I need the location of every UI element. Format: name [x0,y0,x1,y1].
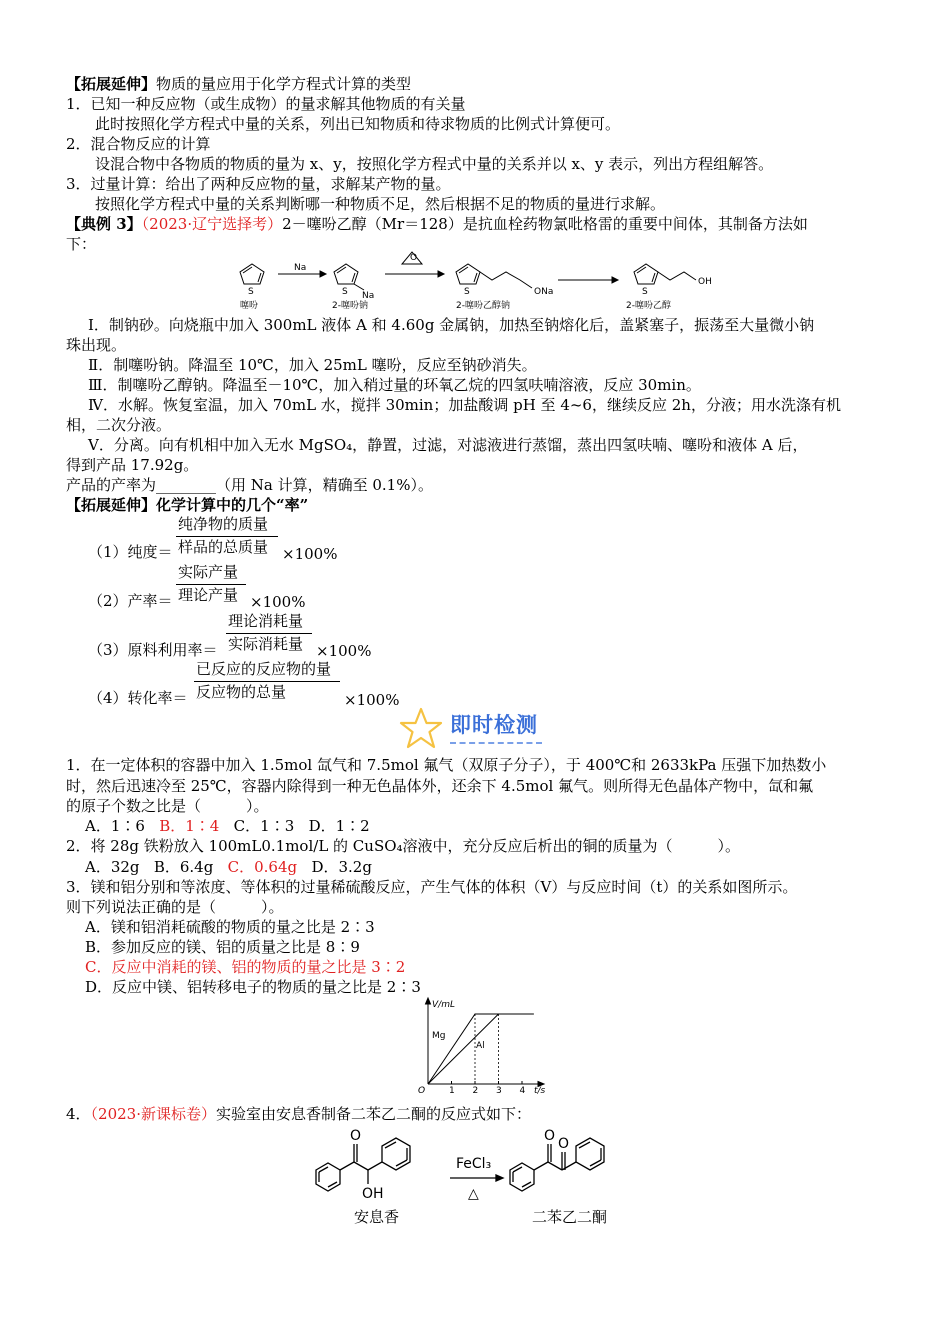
star-shape [401,709,441,747]
rate-3-tail: ×100% [316,642,372,660]
scheme-s-2: S [342,287,348,297]
q2-line: 2．将 28g 铁粉放入 100mL0.1mol/L 的 CuSO₄溶液中，充分反应后析出的铜的质量为（ ）。 [66,837,741,855]
rate-2-numerator: 实际产量 [178,563,239,581]
ext1-item-2: 2．混合物反应的计算 [66,135,211,153]
q3-option-a[interactable]: A．镁和铝消耗硫酸的物质的量之比是 2∶3 [85,918,375,936]
rate-1-denominator: 样品的总质量 [178,538,269,556]
example3-step-3: Ⅲ．制噻吩乙醇钠。降温至－10℃，加入稍过量的环氧乙烷的四氢呋喃溶液，反应 30min。 [88,376,701,394]
x-tick-label-1: 1 [449,1086,455,1094]
ext1-item-1-desc: 此时按照化学方程式中量的关系，列出已知物质和待求物质的比例式计算便可。 [95,115,621,133]
scheme-ona: ONa [534,287,554,297]
rate-1-numerator: 纯净物的质量 [178,515,269,533]
q2-options [85,857,372,877]
rate-1-label: （1）纯度＝ [88,543,173,561]
x-tick-label-2: 2 [472,1086,479,1094]
star-icon [398,706,444,752]
q1-line-3: 的原子个数之比是（ ）。 [66,797,269,815]
benzoin-carbonyl-o: O [350,1128,362,1144]
ext1-item-3-desc: 按照化学方程式中量的关系判断哪一种物质不足，然后根据不足的物质的量进行求解。 [95,195,666,213]
x-tick-label-3: 3 [496,1086,502,1094]
q4-text: 实验室由安息香制备二苯乙二酮的反应式如下： [216,1105,532,1123]
q1-line-1: 1．在一定体积的容器中加入 1.5mol 氙气和 7.5mol 氟气（双原子分子），于 400℃和 2633kPa 压强下加热数小 [66,756,827,774]
scheme-epoxide-o: O [410,253,418,263]
example3-question: 产品的产率为________（用 Na 计算，精确至 0.1%）。 [66,476,433,494]
origin-label: O [418,1086,426,1094]
ext1-title-bracket: 【拓展延伸】 [66,75,157,93]
benzoin-oxidation-scheme [310,1122,650,1232]
series-label-al: Al [476,1041,485,1051]
q4-number: 4． [66,1105,91,1123]
example3-source: （2023·辽宁选择考） [141,215,283,233]
ext2-title: 【拓展延伸】化学计算中的几个“率” [66,496,309,514]
scheme-reagent-na: Na [294,263,307,273]
example3-step-4: Ⅳ．水解。恢复室温，加入 70mL 水，搅拌 30min；加盐酸调 pH 至 4~6，继续反应 2h，分液；用水洗涤有机 [88,396,841,414]
scheme-s-1: S [248,287,254,297]
example3-step-5-cont: 得到产品 17.92g。 [66,456,199,474]
x-axis-label: t/s [534,1086,546,1094]
q2-option-c[interactable]: C．0.64g [227,858,298,876]
ext1-item-3: 3．过量计算：给出了两种反应物的量，求解某产物的量。 [66,175,451,193]
ext1-item-1: 1．已知一种反应物（或生成物）的量求解其他物质的有关量 [66,95,466,113]
q3-line-2: 则下列说法正确的是（ ）。 [66,898,284,916]
q3-option-c[interactable]: C．反应中消耗的镁、铝的物质的量之比是 3∶2 [85,958,406,976]
q1-option-a[interactable]: A．1∶6 [85,817,145,835]
benzil-carbonyl-o-2: O [558,1136,570,1152]
q2-option-d[interactable]: D．3.2g [311,858,372,876]
y-axis-label: V/mL [432,1000,455,1010]
q1-option-b[interactable]: B．1∶4 [159,817,220,835]
example3-step-1: Ⅰ．制钠砂。向烧瓶中加入 300mL 液体 A 和 4.60g 金属钠，加热至钠熔化后，盖紧塞子，振荡至大量微小钠 [88,316,815,334]
ext1-title-text: 物质的量应用于化学方程式计算的类型 [156,75,412,93]
rate-4-denominator: 反应物的总量 [196,683,287,701]
benzil-carbonyl-o-1: O [544,1128,556,1144]
rate-4-label: （4）转化率＝ [88,689,188,707]
rate-2-label: （2）产率＝ [88,592,173,610]
rate-4-numerator: 已反应的反应物的量 [196,660,332,678]
heat-condition: △ [468,1186,479,1202]
rate-2-tail: ×100% [250,593,306,611]
scheme-s-4: S [642,287,648,297]
benzoin-hydroxyl: OH [362,1186,384,1202]
rate-1-tail: ×100% [282,545,338,563]
example3-step-5: Ⅴ．分离。向有机相中加入无水 MgSO₄，静置，过滤，对滤液进行蒸馏，蒸出四氢呋喃、噻吩和液体 A 后， [88,436,808,454]
y-axis-arrow [426,998,431,1004]
benzil-phenyl-right [576,1138,604,1170]
rate-3-numerator: 理论消耗量 [228,612,304,630]
example3-stem-text: 2－噻吩乙醇（Mr＝128）是抗血栓药物氯吡格雷的重要中间体，其制备方法如 [282,215,808,233]
instant-check-title: 即时检测 [450,713,538,737]
benzoin-phenyl-right [382,1138,410,1170]
x-tick-label-4: 4 [519,1086,526,1094]
example3-step-2: Ⅱ．制噻吩钠。降温至 10℃，加入 25mL 噻吩，反应至钠砂消失。 [88,356,537,374]
q2-option-b[interactable]: B．6.4g [153,858,214,876]
example3-stem [66,214,808,234]
scheme-na-substituent: Na [362,291,375,301]
rate-3-label: （3）原料利用率＝ [88,641,218,659]
q1-option-d[interactable]: D．1∶2 [308,817,370,835]
q3-line-1: 3．镁和铝分别和等浓度、等体积的过量稀硫酸反应，产生气体的体积（V）与反应时间（t）的关系如图所示。 [66,878,798,896]
label-benzil: 二苯乙二酮 [532,1208,608,1226]
q1-option-c[interactable]: C．1∶3 [233,817,295,835]
q1-line-2: 时，然后迅速冷至 25℃，容器内除得到一种无色晶体外，还余下 4.5mol 氟气。则所得无色晶体产物中，氙和氟 [66,777,814,795]
ext1-item-2-desc: 设混合物中各物质的物质的量为 x、y，按照化学方程式中量的关系并以 x、y 表示，列出方程组解答。 [95,155,774,173]
rate-4-tail: ×100% [344,691,400,709]
example3-label: 【典例 3】 [66,215,142,233]
example3-step-1-cont: 珠出现。 [66,336,127,354]
instant-check-banner [398,706,548,752]
q1-options [85,816,370,836]
volume-time-chart [410,996,550,1094]
banner-underline [450,742,542,744]
scheme-label-sodium-thiophene: 2-噻吩钠 [332,301,368,311]
scheme-s-3: S [464,287,470,297]
rate-3-denominator: 实际消耗量 [228,635,304,653]
q3-option-d[interactable]: D．反应中镁、铝转移电子的物质的量之比是 2∶3 [85,978,421,996]
scheme-label-thiophene: 噻吩 [240,301,259,311]
thiophene-synthesis-scheme [230,250,730,314]
ext1-title [66,74,411,94]
series-label-mg: Mg [432,1031,446,1041]
scheme-oh: OH [698,277,712,287]
example3-step-4-cont: 相，二次分液。 [66,416,172,434]
q2-option-a[interactable]: A．32g [85,858,140,876]
rate-2-denominator: 理论产量 [178,586,239,604]
example3-stem-line2: 下： [66,235,97,253]
q4-line [66,1104,531,1124]
reagent-fecl3: FeCl₃ [456,1156,492,1172]
q3-option-b[interactable]: B．参加反应的镁、铝的质量之比是 8∶9 [85,938,360,956]
label-benzoin: 安息香 [354,1208,400,1226]
scheme-label-thiophene-ethanol: 2-噻吩乙醇 [626,301,671,311]
q4-source: （2023·新课标卷） [90,1105,216,1123]
scheme-label-thiophene-ethanolate: 2-噻吩乙醇钠 [456,301,510,311]
